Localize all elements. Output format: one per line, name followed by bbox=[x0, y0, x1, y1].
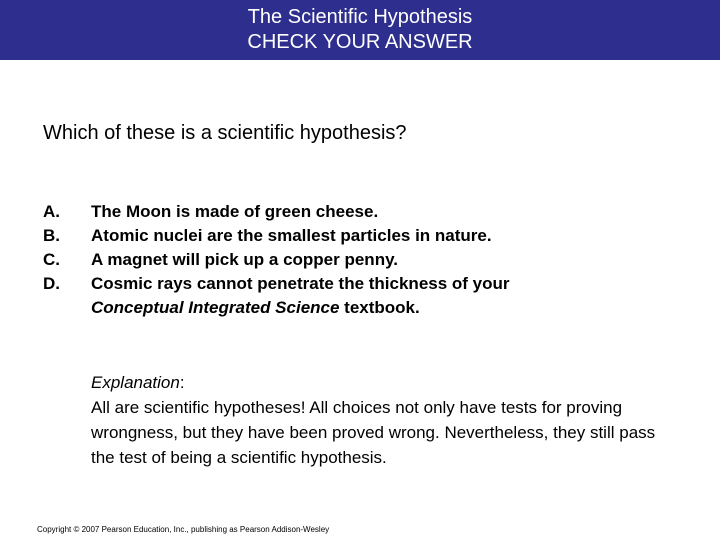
slide-subtitle: CHECK YOUR ANSWER bbox=[247, 31, 473, 53]
option-text bbox=[91, 272, 683, 320]
option-d bbox=[43, 272, 683, 320]
explanation-body: All are scientific hypotheses! All choices not only have tests for proving wrongness, but they have been proved wrong. Nevertheless, they still pass the test of being a scientific hypothesis. bbox=[91, 398, 656, 467]
explanation-heading bbox=[91, 370, 681, 395]
explanation-label: Explanation bbox=[91, 373, 180, 392]
option-letter: D. bbox=[43, 274, 60, 293]
option-c bbox=[43, 248, 683, 272]
option-text-start: Cosmic rays cannot penetrate the thickness of your bbox=[91, 274, 510, 293]
question-text: Which of these is a scientific hypothesis? bbox=[43, 122, 407, 144]
answer-options bbox=[43, 200, 683, 320]
option-letter: A. bbox=[43, 202, 60, 221]
option-text: Atomic nuclei are the smallest particles in nature. bbox=[91, 226, 492, 245]
book-title: Conceptual Integrated Science bbox=[91, 298, 340, 317]
option-text-end: textbook. bbox=[339, 298, 420, 317]
option-b bbox=[43, 224, 683, 248]
copyright-notice: Copyright © 2007 Pearson Education, Inc., publishing as Pearson Addison-Wesley bbox=[37, 525, 330, 534]
option-letter: C. bbox=[43, 250, 60, 269]
option-letter: B. bbox=[43, 226, 60, 245]
option-text: The Moon is made of green cheese. bbox=[91, 202, 379, 221]
option-a bbox=[43, 200, 683, 224]
slide-title: The Scientific Hypothesis bbox=[247, 6, 473, 28]
option-text: A magnet will pick up a copper penny. bbox=[91, 250, 398, 269]
explanation bbox=[91, 370, 681, 470]
slide-header bbox=[0, 0, 720, 60]
explanation-colon: : bbox=[179, 373, 185, 392]
